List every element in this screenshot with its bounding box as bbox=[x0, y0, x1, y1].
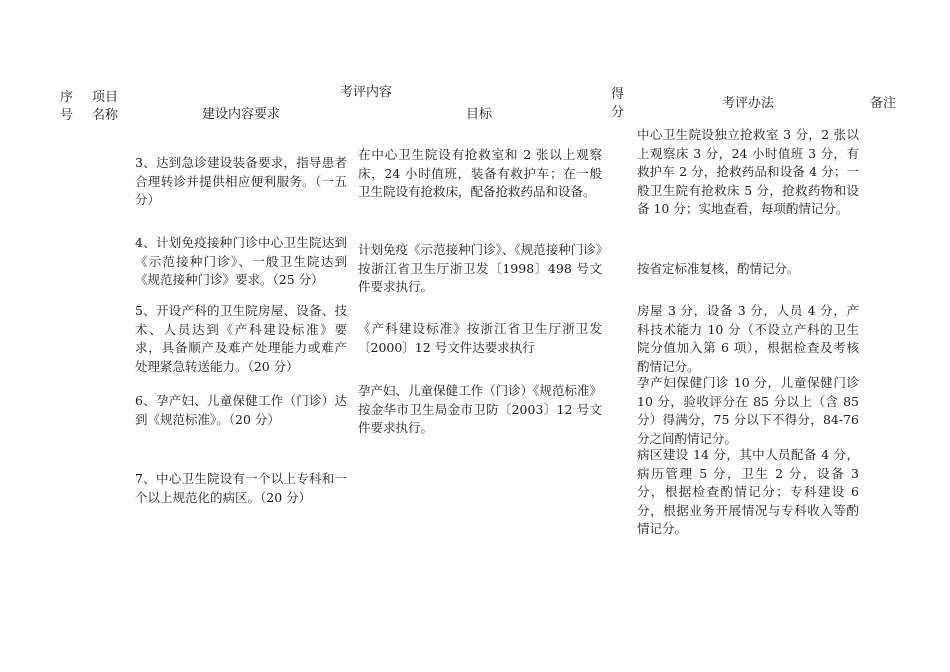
row-3-target: 在中心卫生院设有抢救室和 2 张以上观察床，24 小时值班，装备有救护车；在一般卫生院设有抢救床，配备抢救药品和设备。 bbox=[358, 147, 602, 199]
row-6-target: 孕产妇、儿童保健工作（门诊）《规范标准》按金华市卫生局金市卫防〔2003〕12 号文件要求执行。 bbox=[358, 383, 602, 435]
header-requirement: 建设内容要求 bbox=[202, 107, 281, 122]
header-remark: 备注 bbox=[870, 96, 897, 111]
header-score bbox=[611, 86, 627, 122]
row-4-method: 按省定标准复核，酌情记分。 bbox=[637, 261, 800, 276]
row-3-requirement: 3、达到急诊建设装备要求，指导患者合理转诊并提供相应便利服务。（一五分） bbox=[135, 155, 347, 207]
row-3-method: 中心卫生院设独立抢救室 3 分，2 张以上观察床 3 分，24 小时值班 3 分，有救护车 2 分，抢救药品和设备 4 分；一般卫生院有抢救床 5 分，抢救药物和设备 10 分；实地查看，每项酌情记分。 bbox=[637, 127, 859, 216]
header-seq-line1: 序 bbox=[60, 90, 74, 105]
row-4-requirement: 4、计划免疫接种门诊中心卫生院达到《示范接种门诊》、一般卫生院达到《规范接种门诊》要求。（25 分） bbox=[135, 235, 347, 287]
header-seq bbox=[60, 89, 76, 125]
row-4-target: 计划免疫《示范接种门诊》、《规范接种门诊》按浙江省卫生厅浙卫发〔1998〕498 号文件要求执行。 bbox=[358, 242, 602, 294]
header-item-line1: 项目 bbox=[92, 90, 119, 105]
header-content-group: 考评内容 bbox=[340, 85, 393, 100]
row-5-requirement: 5、开设产科的卫生院房屋、设备、技术、人员达到《产科建设标准》要求，具备顺产及难产处理能力或难产处理紧急转送能力。（20 分） bbox=[135, 303, 347, 374]
header-score-line2: 分 bbox=[611, 105, 625, 120]
row-7-requirement: 7、中心卫生院设有一个以上专科和一个以上规范化的病区。（20 分） bbox=[135, 471, 347, 505]
header-method: 考评办法 bbox=[722, 96, 775, 111]
header-item-line2: 名称 bbox=[92, 108, 119, 123]
header-seq-line2: 号 bbox=[60, 108, 74, 123]
row-5-target: 《产科建设标准》按浙江省卫生厅浙卫发〔2000〕12 号文件达要求执行 bbox=[358, 321, 602, 355]
row-7-method: 病区建设 14 分，其中人员配备 4 分，病历管理 5 分，卫生 2 分，设备 3 分，根据检查酌情记分；专科建设 6 分，根据业务开展情况与专科收入等酌情记分。 bbox=[637, 447, 859, 536]
header-score-line1: 得 bbox=[611, 87, 625, 102]
row-5-method: 房屋 3 分，设备 3 分，人员 4 分，产科技术能力 10 分（不设立产科的卫生院分值加入第 6 项），根据检查及考核酌情记分。 bbox=[637, 303, 859, 374]
row-6-method: 孕产妇保健门诊 10 分，儿童保健门诊 10 分，验收评分在 85 分以上（含 85 分）得满分，75 分以下不得分，84-76 分之间酌情记分。 bbox=[637, 375, 859, 446]
row-6-requirement: 6、孕产妇、儿童保健工作（门诊）达到《规范标准》。（20 分） bbox=[135, 393, 347, 427]
header-item-name bbox=[92, 89, 124, 125]
header-target: 目标 bbox=[466, 107, 493, 122]
